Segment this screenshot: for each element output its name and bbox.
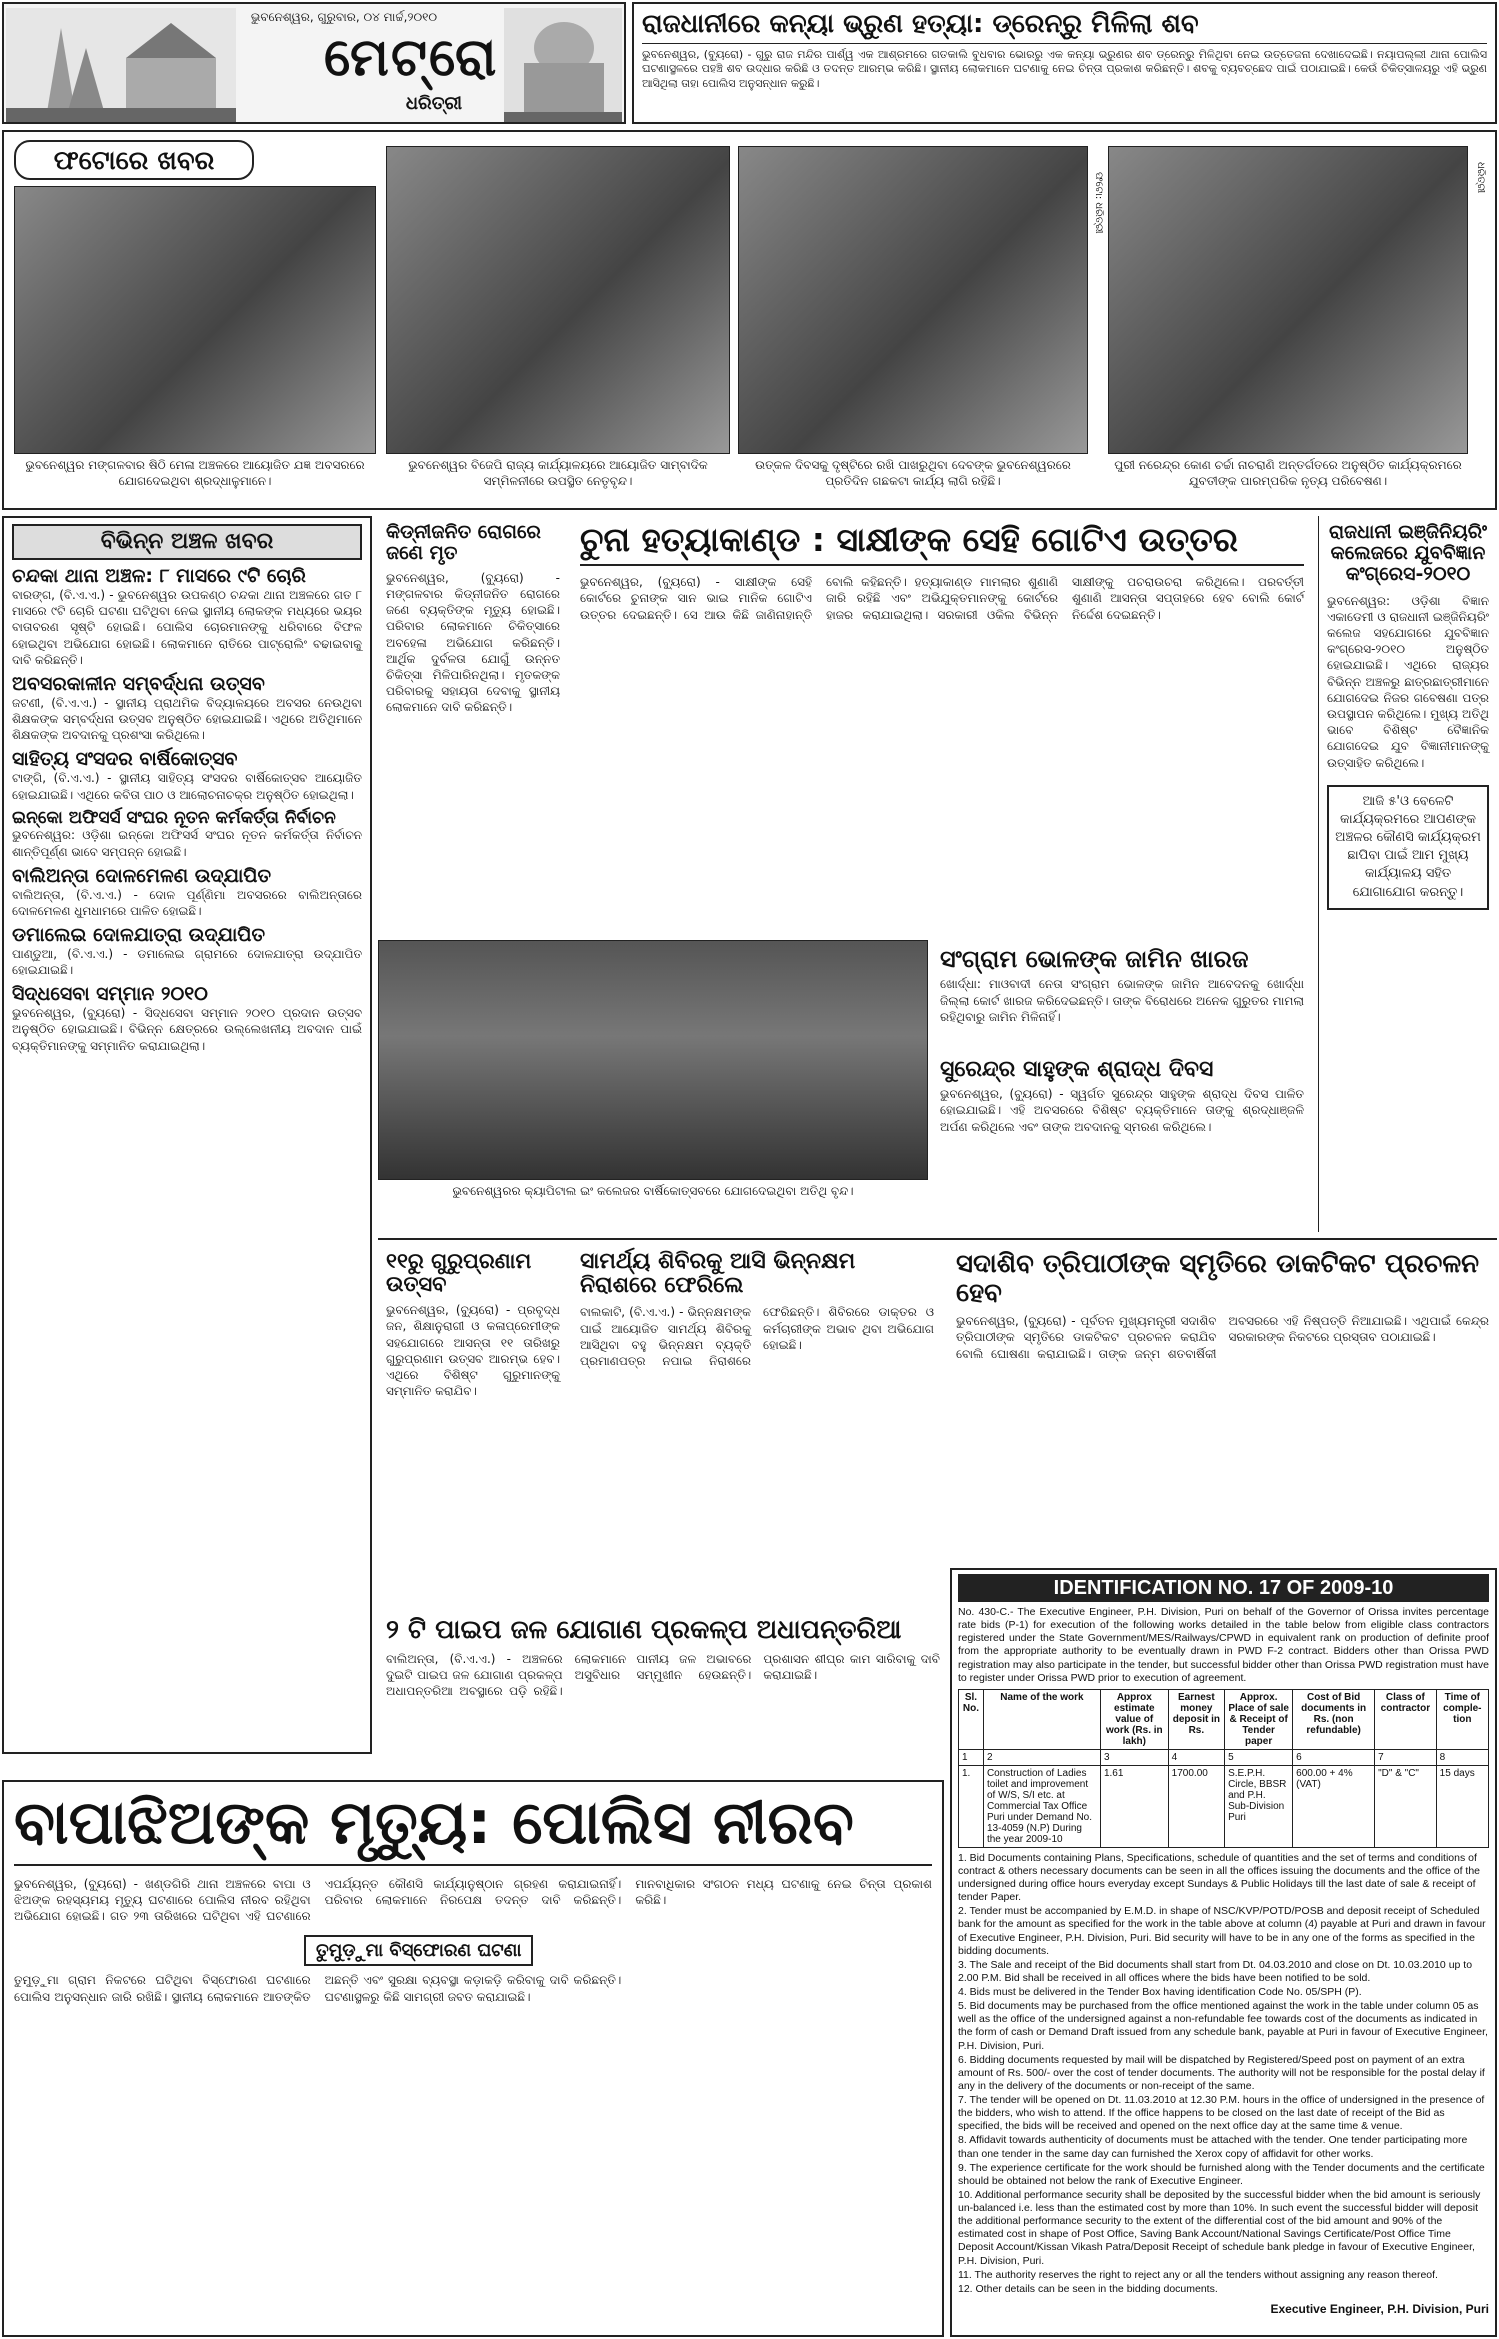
- top-story-headline: ରାଜଧାନୀରେ କନ୍ୟା ଭ୍ରୁଣ ହତ୍ୟା: ଡ୍ରେନ୍‌ରୁ ମିଳିଲା ଶବ: [642, 10, 1487, 44]
- photo-credit-tag: ଫଟୋ: ଧରିତ୍ରୀ: [1093, 172, 1104, 234]
- tender-note: 6. Bidding documents requested by mail will be dispatched by Registered/Speed post on payment of an extra amount of Rs. 500/- over the cost of tender documents. The authority will not be responsible for the postal delay if any in the delivery of the documents or non-receipt of the same.: [958, 2053, 1485, 2092]
- regional-story: [12, 925, 362, 978]
- table-cell: 15 days: [1436, 1765, 1488, 1847]
- regional-story: [12, 866, 362, 919]
- regional-news-section: [2, 516, 372, 1754]
- tender-note: 1. Bid Documents containing Plans, Specifications, schedule of quantities and the set of terms and conditions of contract & others necessary documents can be seen in all the offices issuing the documents and the office of the undersigned during office hours everyday except Sundays & Public Holidays till the last date of sale & receipt of tender Paper.: [958, 1851, 1481, 1904]
- college-event-photo: [378, 940, 928, 1180]
- story-body: ବାଲିଅନ୍ତା, (ବି.ଏ.ଏ.) - ଦୋଳ ପୂର୍ଣ୍ଣିମା ଅବସରରେ ବାଲିଅନ୍ତାରେ ଦୋଳମେଳଣ ଧୁମଧାମରେ ପାଳିତ ହୋଇଛି।: [12, 887, 362, 918]
- table-header-row: [959, 1689, 1489, 1749]
- tender-note: 11. The authority reserves the right to reject any or all the tenders without assigning any reason thereof.: [958, 2268, 1438, 2281]
- masthead: [2, 2, 626, 124]
- top-story: [632, 2, 1497, 124]
- table-cell: 3: [1100, 1749, 1168, 1765]
- story-body: ଜଟଣୀ, (ବି.ଏ.ଏ.) - ସ୍ଥାନୀୟ ପ୍ରାଥମିକ ବିଦ୍ୟାଳୟରେ ଅବସର ନେଉଥିବା ଶିକ୍ଷକଙ୍କ ସମ୍ବର୍ଦ୍ଧନା ଉତ୍ସବ ଅନୁଷ୍ଠିତ ହୋଇଯାଇଛି। ଏଥିରେ ଅତିଥିମାନେ ଶିକ୍ଷକଙ୍କ ଅବଦାନକୁ ପ୍ରଶଂସା କରିଥିଲେ।: [12, 695, 362, 743]
- surendra-story: [932, 1052, 1312, 1236]
- tender-note: 7. The tender will be opened on Dt. 11.03.2010 at 12.30 P.M. hours in the office of undersigned in the presence of the bidders, who wish to attend. If the office happens to be closed on the last date of receipt of the Bid as specified, the bids will be received and opened on the next office day at the same time & venue.: [958, 2094, 1485, 2133]
- table-header: Time of comple-tion: [1436, 1689, 1488, 1749]
- story-body: ଭୁବନେଶ୍ୱର, (ବ୍ୟୁରୋ) - ସିଦ୍ଧସେବା ସମ୍ମାନ ୨୦୧୦ ପ୍ରଦାନ ଉତ୍ସବ ଅନୁଷ୍ଠିତ ହୋଇଯାଇଛି। ବିଭିନ୍ନ କ୍ଷେତ୍ରରେ ଉଲ୍ଲେଖନୀୟ ଅବଦାନ ପାଇଁ ବ୍ୟକ୍ତିମାନଙ୍କୁ ସମ୍ମାନିତ କରାଯାଇଥିଲା।: [12, 1006, 362, 1053]
- bapajhi-story: [2, 1780, 944, 2337]
- sub-headline: ତୁମୁଡ଼ୁମା ବିସ୍ଫୋରଣ ଘଟଣା: [304, 1935, 533, 1967]
- story-headline: ସାହିତ୍ୟ ସଂସଦର ବାର୍ଷିକୋତ୍ସବ: [12, 748, 238, 771]
- samarthya-story: [572, 1244, 942, 1604]
- story-headline: ସଂଗ୍ରାମ ଭୋଳଙ୍କ ଜାମିନ ଖାରଜ: [940, 945, 1249, 973]
- table-cell: 6: [1293, 1749, 1375, 1765]
- photo-dance: [1108, 146, 1468, 454]
- table-cell: 8: [1436, 1749, 1488, 1765]
- sadashiv-story: [948, 1244, 1497, 1564]
- tender-notes: [958, 1852, 1489, 2296]
- tender-note: 2. Tender must be accompanied by E.M.D. in shape of NSC/KVP/POTD/POSB and deposit receipt of Scheduled bank for the amount as specified for the work in the table above at column (4) payable at Puri and drawn in favour of Executive Engineer, P.H. Division, Puri. Bid security will have to be in any one of the forms as specified in the bidding documents.: [958, 1905, 1486, 1957]
- regional-story: [12, 984, 362, 1053]
- photo-press-meet: [386, 146, 730, 454]
- masthead-date: ଭୁବନେଶ୍ୱର, ଗୁରୁବାର, ୦୪ ମାର୍ଚ୍ଚ,୨୦୧୦: [250, 10, 438, 24]
- top-story-body: ଭୁବନେଶ୍ୱର, (ବ୍ୟୁରୋ) - ଗୁରୁ ରାଜ ମନ୍ଦିର ପାର୍ଶ୍ୱ ଏକ ଆଶ୍ରମରେ ଗତକାଲି ବୁଧବାର ଭୋରରୁ ଏକ କନ୍ୟା ଭ୍ରୁଣର ଶବ ଡ୍ରେନ୍‌ରୁ ମିଳିଥିବା ନେଇ ଉତ୍ତେଜନା ଦେଖାଦେଇଛି। ନୟାପଲ୍ଲୀ ଥାନା ପୋଲିସ ଘଟଣାସ୍ଥଳରେ ପହଞ୍ଚି ଶବ ଉଦ୍ଧାର କରିଛି ଓ ତଦନ୍ତ ଆରମ୍ଭ କରିଛି। ସ୍ଥାନୀୟ ଲୋକମାନେ ଘଟଣାକୁ ନେଇ ଚିନ୍ତା ପ୍ରକାଶ କରିଛନ୍ତି। ଶବକୁ ବ୍ୟବଚ୍ଛେଦ ପାଇଁ ପଠାଯାଇଛି। କେଉଁ ଚିକିତ୍ସାଳୟରୁ ଏହି ଭ୍ରୁଣ ଆସିଥିଲା ତାହା ପୋଲିସ ଅନୁସନ୍ଧାନ କରୁଛି।: [642, 47, 1487, 91]
- table-cell: 4: [1168, 1749, 1224, 1765]
- story-headline: ସିଦ୍ଧସେବା ସମ୍ମାନ ୨୦୧୦: [12, 983, 208, 1006]
- story-headline: ଇନ୍‌କୋ ଅଫିସର୍ସ ସଂଘର ନୂତନ କର୍ମକର୍ତ୍ତା ନିର୍ବାଚନ: [12, 807, 336, 828]
- masthead-title: ମେଟ୍ରୋ: [324, 28, 499, 88]
- tender-note: 4. Bids must be delivered in the Tender Box having identification Code No. 05/SPH (P).: [958, 1986, 1362, 1998]
- table-header: Sl. No.: [959, 1689, 984, 1749]
- photo-caption: ଉତ୍କଳ ଦିବସକୁ ଦୃଷ୍ଟିରେ ରଖି ପାଖରୁଥିବା ଦେବଙ୍କ ଭୁବନେଶ୍ୱରରେ ପ୍ରତିଦିନ ଗଛକଟା କାର୍ଯ୍ୟ ଲାଗି ରହିଛି।: [755, 458, 1071, 488]
- table-cell: 1: [959, 1749, 984, 1765]
- tender-note: 8. Affidavit towards authenticity of documents must be attached with the tender. One tender participating more than one tender in the same day can furnished the Xerox copy of affidavit for other works.: [958, 2134, 1468, 2160]
- story-body: ଭୁବନେଶ୍ୱର, (ବ୍ୟୁରୋ) - ସ୍ୱର୍ଗତ ସୁରେନ୍ଦ୍ର ସାହୁଙ୍କ ଶ୍ରାଦ୍ଧ ଦିବସ ପାଳିତ ହୋଇଯାଇଛି। ଏହି ଅବସରରେ ବିଶିଷ୍ଟ ବ୍ୟକ୍ତିମାନେ ତାଙ୍କୁ ଶ୍ରଦ୍ଧାଞ୍ଜଳି ଅର୍ପଣ କରିଥିଲେ ଏବଂ ତାଙ୍କ ଅବଦାନକୁ ସ୍ମରଣ କରିଥିଲେ।: [940, 1087, 1304, 1134]
- table-column-number-row: [959, 1749, 1489, 1765]
- story-headline: ସଦାଶିବ ତ୍ରିପାଠୀଙ୍କ ସ୍ମୃତିରେ ଡାକଟିକଟ ପ୍ରଚଳନ ହେବ: [956, 1249, 1480, 1308]
- photo-news-label: ଫଟୋରେ ଖବର: [14, 140, 254, 180]
- story-body: ଭୁବନେଶ୍ୱର, (ବ୍ୟୁରୋ) - ମଙ୍ଗଳବାର କିଡ୍‌ନୀଜନିତ ରୋଗରେ ଜଣେ ବ୍ୟକ୍ତିଙ୍କ ମୃତ୍ୟୁ ହୋଇଛି। ପରିବାର ଲୋକମାନେ ଚିକିତ୍ସାରେ ଅବହେଳା ଅଭିଯୋଗ କରିଛନ୍ତି। ଆର୍ଥିକ ଦୁର୍ବଳତା ଯୋଗୁଁ ଉନ୍ନତ ଚିକିତ୍ସା ମିଳିପାରିନଥିଲା। ମୃତକଙ୍କ ପରିବାରକୁ ସହାୟତା ଦେବାକୁ ସ୍ଥାନୀୟ ଲୋକମାନେ ଦାବି କରିଛନ୍ତି।: [386, 570, 560, 715]
- story-headline: ସୁରେନ୍ଦ୍ର ସାହୁଙ୍କ ଶ୍ରାଦ୍ଧ ଦିବସ: [940, 1057, 1214, 1082]
- table-cell: "D" & "C": [1375, 1765, 1437, 1847]
- tender-note: 12. Other details can be seen in the bidding documents.: [958, 2282, 1218, 2295]
- photo-caption: ଭୁବନେଶ୍ୱର ମଙ୍ଗଳବାର ଷିଠି ମେଳା ଅଞ୍ଚଳରେ ଆୟୋଜିତ ଯଜ୍ଞ ଅବସରରେ ଯୋଗଦେଇଥିବା ଶ୍ରଦ୍ଧାଳୁମାନେ।: [25, 458, 365, 488]
- tender-table: [958, 1689, 1489, 1848]
- table-cell: 2: [983, 1749, 1100, 1765]
- story-body: ବାଲକାଟି, (ବି.ଏ.ଏ.) - ଭିନ୍ନକ୍ଷମଙ୍କ ପାଇଁ ଆୟୋଜିତ ସାମର୍ଥ୍ୟ ଶିବିରକୁ ଆସିଥିବା ବହୁ ଭିନ୍ନକ୍ଷମ ବ୍ୟକ୍ତି ପ୍ରମାଣପତ୍ର ନପାଇ ନିରାଶରେ ଫେରିଛନ୍ତି। ଶିବିରରେ ଡାକ୍ତର ଓ କର୍ମଚାରୀଙ୍କ ଅଭାବ ଥିବା ଅଭିଯୋଗ ହୋଇଛି।: [580, 1305, 934, 1368]
- guru-story: [378, 1244, 568, 1604]
- story-headline: ୧୧ରୁ ଗୁରୁପ୍ରଣାମ ଉତ୍ସବ: [386, 1249, 532, 1297]
- story-headline: ସାମର୍ଥ୍ୟ ଶିବିରକୁ ଆସି ଭିନ୍ନକ୍ଷମ ନିରାଶରେ ଫେରିଲେ: [580, 1249, 856, 1299]
- tender-note: 3. The Sale and receipt of the Bid documents shall start from Dt. 04.03.2010 and close on Dt. 10.03.2010 up to 2.00 P.M. Bid shall be received in all offices where the bids have been notified to be sold.: [958, 1958, 1473, 1984]
- masthead-subtitle: ଧରିତ୍ରୀ: [405, 93, 463, 114]
- tender-title: IDENTIFICATION NO. 17 OF 2009-10: [958, 1574, 1489, 1602]
- section-rule: [378, 1238, 1497, 1240]
- tender-notice: [950, 1568, 1497, 2337]
- regional-story: [12, 749, 362, 802]
- chuna-story: [572, 516, 1312, 936]
- photo-caption: ପୁରୀ ନରେନ୍ଦ୍ର କୋଣ ଚର୍ଚ୍ଚା ନାଚରାଣି ଅନ୍ତର୍ଗତରେ ଅନୁଷ୍ଠିତ କାର୍ଯ୍ୟକ୍ରମରେ ଯୁବତୀଙ୍କ ପାରମ୍ପରିକ ନୃତ୍ୟ ପରିବେଷଣ।: [1114, 458, 1462, 488]
- story-body: ତୁମୁଡ଼ୁମା ଗ୍ରାମ ନିକଟରେ ଘଟିଥିବା ବିସ୍ଫୋରଣ ଘଟଣାରେ ପୋଲିସ ଅନୁସନ୍ଧାନ ଜାରି ରଖିଛି। ସ୍ଥାନୀୟ ଲୋକମାନେ ଆତଙ୍କିତ ଅଛନ୍ତି ଏବଂ ସୁରକ୍ଷା ବ୍ୟବସ୍ଥା କଡ଼ାକଡ଼ି କରିବାକୁ ଦାବି କରିଛନ୍ତି। ଘଟଣାସ୍ଥଳରୁ କିଛି ସାମଗ୍ରୀ ଜବତ କରାଯାଇଛି।: [14, 1973, 622, 2004]
- table-cell: 1700.00: [1168, 1765, 1224, 1847]
- photo-caption: ଭୁବନେଶ୍ୱରର କ୍ୟାପିଟାଲ ଇଂ କଲେଜର ବାର୍ଷିକୋତ୍ସବରେ ଯୋଗଦେଇଥିବା ଅତିଥି ବୃନ୍ଦ।: [452, 1184, 854, 1198]
- story-body: ଭୁବନେଶ୍ୱର, (ବ୍ୟୁରୋ) - ପ୍ରବୃଦ୍ଧ ଜନ, ଶିକ୍ଷାନୁରାଗୀ ଓ କଳାପ୍ରେମୀଙ୍କ ସହଯୋଗରେ ଆସନ୍ତା ୧୧ ତାରିଖରୁ ଗୁରୁପ୍ରଣାମ ଉତ୍ସବ ଆରମ୍ଭ ହେବ। ଏଥିରେ ବିଶିଷ୍ଟ ଗୁରୁମାନଙ୍କୁ ସମ୍ମାନିତ କରାଯିବ।: [386, 1303, 560, 1399]
- tender-note: 10. Additional performance security shall be deposited by the successful bidder when the bid amount is seriously un-balanced i.e. less than the estimated cost by more than 10%. In such event the successful bidder will deposit the additional performance security to the extent of the differential cost of the bid amount and 90% of the estimated cost in shape of Post Office, Saving Bank Account/National Savings Certificate/Post Office Time Deposit Account/Kissan Vikash Patra/Deposit Receipt of schedule bank pledge in favour of Executive Engineer, P.H. Division, Puri.: [958, 2188, 1481, 2267]
- kidney-story: [378, 516, 568, 936]
- temple-skyline-illustration: [6, 8, 236, 122]
- story-body: ବାରଙ୍ଗ, (ବି.ଏ.ଏ.) - ଭୁବନେଶ୍ୱର ଉପକଣ୍ଠ ଚନ୍ଦକା ଥାନା ଅଞ୍ଚଳରେ ଗତ ୮ ମାସରେ ୯ଟି ଚୋରି ଘଟଣା ଘଟିଥିବା ନେଇ ସ୍ଥାନୀୟ ଲୋକଙ୍କ ମଧ୍ୟରେ ଭୟର ବାତାବରଣ ସୃଷ୍ଟି ହୋଇଛି। ପୋଲିସ ଚୋରମାନଙ୍କୁ ଧରିବାରେ ବିଫଳ ହୋଇଥିବା ଅଭିଯୋଗ ହୋଇଛି। ଲୋକମାନେ ରାତିରେ ପାଟ୍ରୋଲିଂ ବଢାଇବାକୁ ଦାବି କରିଛନ୍ତି।: [12, 588, 362, 667]
- table-cell: Construction of Ladies toilet and improvement of W/S, S/I etc. at Commercial Tax Office Puri under Demand No. 13-4059 (N.P) During the year 2009-10: [983, 1765, 1100, 1847]
- table-header: Approx estimate value of work (Rs. in lakh): [1100, 1689, 1168, 1749]
- assembly-building-illustration: [504, 8, 622, 122]
- story-body: ଭୁବନେଶ୍ୱର: ଓଡ଼ିଶା ଇନ୍‌କୋ ଅଫିସର୍ସ ସଂଘର ନୂତନ କର୍ମକର୍ତ୍ତା ନିର୍ବାଚନ ଶାନ୍ତିପୂର୍ଣ୍ଣ ଭାବେ ସମ୍ପନ୍ନ ହୋଇଛି।: [12, 828, 362, 859]
- table-header: Class of contractor: [1375, 1689, 1437, 1749]
- photo-tree-cutting: [738, 146, 1088, 454]
- engineering-story: [1318, 516, 1497, 1232]
- table-header: Earnest money deposit in Rs.: [1168, 1689, 1224, 1749]
- story-body: ଭୁବନେଶ୍ୱର, (ବ୍ୟୁରୋ) - ସାକ୍ଷୀଙ୍କ ସେହି କୋର୍ଟରେ ଚୁନାଙ୍କ ସାନ ଭାଇ ମାନିକ ଗୋଟିଏ ଉତ୍ତର ଦେଇଛନ୍ତି। ସେ ଆଉ କିଛି ଜାଣିନାହାନ୍ତି ବୋଲି କହିଛନ୍ତି। ହତ୍ୟାକାଣ୍ଡ ମାମଲାର ଶୁଣାଣି ଜାରି ରହିଛି ଏବଂ ଅଭିଯୁକ୍ତମାନଙ୍କୁ କୋର୍ଟରେ ହାଜର କରାଯାଇଥିଲା। ସରକାରୀ ଓକିଲ ବିଭିନ୍ନ ସାକ୍ଷୀଙ୍କୁ ପଚରାଉଚରା କରିଥିଲେ। ପରବର୍ତ୍ତୀ ଶୁଣାଣି ଆସନ୍ତା ସପ୍ତାହରେ ହେବ ବୋଲି କୋର୍ଟ ନିର୍ଦ୍ଦେଶ ଦେଇଛନ୍ତି।: [580, 575, 1304, 622]
- regional-story: [12, 566, 362, 668]
- table-cell: S.E.P.H. Circle, BBSR and P.H. Sub-Division Puri: [1225, 1765, 1293, 1847]
- table-cell: 7: [1375, 1749, 1437, 1765]
- table-cell: 1.61: [1100, 1765, 1168, 1847]
- photo-caption: ଭୁବନେଶ୍ୱର ବିଜେପି ରାଜ୍ୟ କାର୍ଯ୍ୟାଳୟରେ ଆୟୋଜିତ ସାମ୍ବାଦିକ ସମ୍ମିଳନୀରେ ଉପସ୍ଥିତ ନେତୃବୃନ୍ଦ।: [408, 458, 708, 488]
- table-cell: 5: [1225, 1749, 1293, 1765]
- tender-signature: Executive Engineer, P.H. Division, Puri: [1270, 2301, 1489, 2316]
- story-headline: ବାଲିଅନ୍ତା ଦୋଳମେଳଣ ଉଦ୍‌ଯାପିତ: [12, 864, 272, 887]
- regional-story: [12, 809, 362, 860]
- pipe-story: [378, 1610, 948, 1780]
- story-body: ଭୁବନେଶ୍ୱର, (ବ୍ୟୁରୋ) - ପୂର୍ବତନ ମୁଖ୍ୟମନ୍ତ୍ରୀ ସଦାଶିବ ତ୍ରିପାଠୀଙ୍କ ସ୍ମୃତିରେ ଡାକଟିକଟ ପ୍ରଚଳନ କରାଯିବ ବୋଲି ଘୋଷଣା କରାଯାଇଛି। ତାଙ୍କ ଜନ୍ମ ଶତବାର୍ଷିକୀ ଅବସରରେ ଏହି ନିଷ୍ପତ୍ତି ନିଆଯାଇଛି। ଏଥିପାଇଁ କେନ୍ଦ୍ର ସରକାରଙ୍କ ନିକଟରେ ପ୍ରସ୍ତାବ ପଠାଯାଇଛି।: [956, 1314, 1489, 1361]
- table-row: [959, 1765, 1489, 1847]
- tender-note: 9. The experience certificate for the work should be furnished along with the Tender documents and the certificate should be obtained not below the rank of Executive Engineer.: [958, 2161, 1485, 2187]
- story-headline: ଚନ୍ଦକା ଥାନା ଅଞ୍ଚଳ: ୮ ମାସରେ ୯ଟି ଚୋରି: [12, 565, 306, 588]
- photo-credit-tag: ଧରିତ୍ରୀ: [1475, 162, 1486, 194]
- story-headline: ବାପାଝିଅଙ୍କ ମୃତ୍ୟୁ: ପୋଲିସ ନୀରବ: [14, 1790, 932, 1866]
- story-headline: ଚୁନା ହତ୍ୟାକାଣ୍ଡ : ସାକ୍ଷୀଙ୍କ ସେହି ଗୋଟିଏ ଉତ୍ତର: [580, 522, 1304, 566]
- regional-story: [12, 674, 362, 743]
- photo-news-section: [2, 130, 1497, 510]
- notice-box: ଆଜି ୫'ଓ ବେଳେଟି କାର୍ଯ୍ୟକ୍ରମରେ ଆପଣଙ୍କ ଅଞ୍ଚଳର କୌଣସି କାର୍ଯ୍ୟକ୍ରମ ଛାପିବା ପାଇଁ ଆମ ମୁଖ୍ୟ କାର୍ଯ୍ୟାଳୟ ସହିତ ଯୋଗାଯୋଗ କରନ୍ତୁ।: [1327, 785, 1489, 910]
- story-body: ଖୋର୍ଦ୍ଧା: ମାଓବାଦୀ ନେତା ସଂଗ୍ରାମ ଭୋଳଙ୍କ ଜାମିନ ଆବେଦନକୁ ଖୋର୍ଦ୍ଧା ଜିଲ୍ଲା କୋର୍ଟ ଖାରଜ କରିଦେଇଛନ୍ତି। ତାଙ୍କ ବିରୋଧରେ ଅନେକ ଗୁରୁତର ମାମଲା ରହିଥିବାରୁ ଜାମିନ ମିଳିନାହିଁ।: [940, 977, 1304, 1024]
- story-body: ଟାଙ୍ଗି, (ବି.ଏ.ଏ.) - ସ୍ଥାନୀୟ ସାହିତ୍ୟ ସଂସଦର ବାର୍ଷିକୋତ୍ସବ ଆୟୋଜିତ ହୋଇଯାଇଛି। ଏଥିରେ କବିତା ପାଠ ଓ ଆଲୋଚନାଚକ୍ର ଅନୁଷ୍ଠିତ ହୋଇଥିଲା।: [12, 771, 362, 802]
- tender-note: 5. Bid documents may be purchased from the office mentioned against the work in the table under column 05 as well as the office of the undersigned against a non-refundable fee towards cost of the documents as indicated in the form of cash or Demand Draft issued from any schedule bank, payable at Puri in favour of Executive Engineer, P.H. Division, Puri.: [958, 2000, 1488, 2052]
- tender-intro: No. 430-C.- The Executive Engineer, P.H. Division, Puri on behalf of the Governor of Orissa invites percentage rate bids (P-1) for execution of the following works detailed in the table below from eligible class contractors registered under the State Government/MES/Railways/CPWD in equivalent rank on production of definite proof from the appropriate authority to be eventually drawn in PWD F-2 contract. Bidders other than Orissa PWD registration may also participate in the tender, but successful bidder other than Orissa PWD registration must have to register under Orissa PWD prior to execution of agreement.: [958, 1606, 1489, 1684]
- story-headline: କିଡ୍‌ନୀଜନିତ ରୋଗରେ ଜଣେ ମୃତ: [386, 521, 541, 564]
- story-headline: ୨ ଟି ପାଇପ ଜଳ ଯୋଗାଣ ପ୍ରକଳ୍ପ ଅଧାପନ୍ତରିଆ: [386, 1615, 902, 1645]
- table-cell: 1.: [959, 1765, 984, 1847]
- story-body: ପାଣ୍ଡୁଆ, (ବି.ଏ.ଏ.) - ଡମାଲେଇ ଗ୍ରାମରେ ଦୋଳଯାତ୍ରା ଉଦ୍‌ଯାପିତ ହୋଇଯାଇଛି।: [12, 946, 362, 978]
- regional-news-label: ବିଭିନ୍ନ ଅଞ୍ଚଳ ଖବର: [12, 524, 362, 560]
- story-headline: ଅବସରକାଳୀନ ସମ୍ବର୍ଦ୍ଧନା ଉତ୍ସବ: [12, 673, 265, 696]
- photo-yagna: [14, 186, 376, 454]
- story-body: ବାଲିଅନ୍ତା, (ବି.ଏ.ଏ.) - ଅଞ୍ଚଳରେ ଦୁଇଟି ପାଇପ ଜଳ ଯୋଗାଣ ପ୍ରକଳ୍ପ ଅଧାପନ୍ତରିଆ ଅବସ୍ଥାରେ ପଡ଼ି ରହିଛି। ଲୋକମାନେ ପାନୀୟ ଜଳ ଅଭାବରେ ଅସୁବିଧାର ସମ୍ମୁଖୀନ ହେଉଛନ୍ତି। ପ୍ରଶାସନ ଶୀଘ୍ର କାମ ସାରିବାକୁ ଦାବି କରାଯାଇଛି।: [386, 1651, 940, 1698]
- sangram-story: [932, 940, 1312, 1050]
- table-header: Cost of Bid documents in Rs. (non refundable): [1293, 1689, 1375, 1749]
- story-headline: ରାଜଧାନୀ ଇଞ୍ଜିନିୟରିଂ କଲେଜରେ ଯୁବବିଜ୍ଞାନ କଂଗ୍ରେସ-୨୦୧୦: [1328, 521, 1488, 585]
- story-headline: ଡମାଲେଇ ଦୋଳଯାତ୍ରା ଉଦ୍‌ଯାପିତ: [12, 924, 266, 947]
- table-cell: 600.00 + 4% (VAT): [1293, 1765, 1375, 1847]
- table-header: Approx. Place of sale & Receipt of Tender paper: [1225, 1689, 1293, 1749]
- story-body: ଭୁବନେଶ୍ୱର, (ବ୍ୟୁରୋ) - ଖଣ୍ଡଗିରି ଥାନା ଅଞ୍ଚଳରେ ବାପା ଓ ଝିଅଙ୍କ ରହସ୍ୟମୟ ମୃତ୍ୟୁ ଘଟଣାରେ ପୋଲିସ ନୀରବ ରହିଥିବା ଅଭିଯୋଗ ହୋଇଛି। ଗତ ୨୩ ତାରିଖରେ ଘଟିଥିବା ଏହି ଘଟଣାରେ ଏପର୍ଯ୍ୟନ୍ତ କୌଣସି କାର୍ଯ୍ୟାନୁଷ୍ଠାନ ଗ୍ରହଣ କରାଯାଇନାହିଁ। ପରିବାର ଲୋକମାନେ ନିରପେକ୍ଷ ତଦନ୍ତ ଦାବି କରିଛନ୍ତି। ମାନବାଧିକାର ସଂଗଠନ ମଧ୍ୟ ଘଟଣାକୁ ନେଇ ଚିନ୍ତା ପ୍ରକାଶ କରିଛି।: [14, 1877, 932, 1924]
- table-header: Name of the work: [983, 1689, 1100, 1749]
- story-body: ଭୁବନେଶ୍ୱର: ଓଡ଼ିଶା ବିଜ୍ଞାନ ଏକାଡେମୀ ଓ ରାଜଧାନୀ ଇଞ୍ଜିନିୟରିଂ କଲେଜ ସହଯୋଗରେ ଯୁବବିଜ୍ଞାନ କଂଗ୍ରେସ-୨୦୧୦ ଅନୁଷ୍ଠିତ ହୋଇଯାଇଛି। ଏଥିରେ ରାଜ୍ୟର ବିଭିନ୍ନ ଅଞ୍ଚଳରୁ ଛାତ୍ରଛାତ୍ରୀମାନେ ଯୋଗଦେଇ ନିଜର ଗବେଷଣା ପତ୍ର ଉପସ୍ଥାପନ କରିଥିଲେ। ମୁଖ୍ୟ ଅତିଥି ଭାବେ ବିଶିଷ୍ଟ ବୈଜ୍ଞାନିକ ଯୋଗଦେଇ ଯୁବ ବିଜ୍ଞାନୀମାନଙ୍କୁ ଉତ୍ସାହିତ କରିଥିଲେ।: [1327, 593, 1489, 770]
